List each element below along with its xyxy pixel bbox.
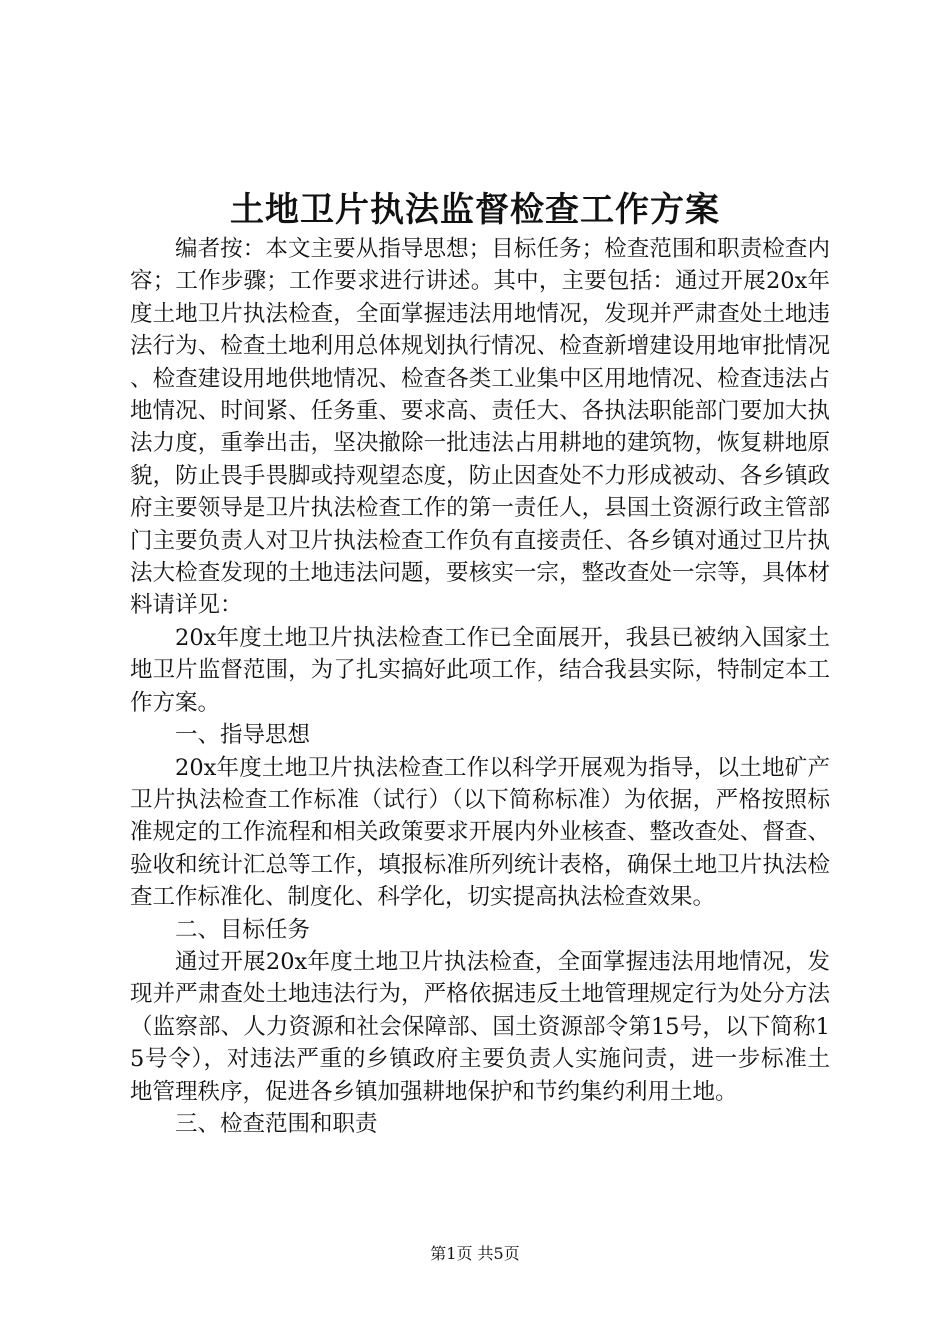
guiding-ideology-paragraph: 20x年度土地卫片执法检查工作以科学开展观为指导，以土地矿产卫片执法检查工作标准（试行）（以下简称标准）为依据，严格按照标准规定的工作流程和相关政策要求开展内外业核查、整改查处、督查、验收和统计汇总等工作，填报标准所列统计表格，确保土地卫片执法检查工作标准化、制度化、科学化，切实提高执法检查效果。 [130,754,830,911]
section-heading-guiding-ideology: 一、指导思想 [175,722,311,749]
document-title: 土地卫片执法监督检查工作方案 [230,190,720,230]
section-heading-objectives: 二、目标任务 [175,916,311,943]
objectives-paragraph: 通过开展20x年度土地卫片执法检查，全面掌握违法用地情况，发现并严肃查处土地违法行为，严格依据违反土地管理规定行为处分方法（监察部、人力资源和社会保障部、国土资源部令第15号，以下简称15号令），对违法严重的乡镇政府主要负责人实施问责，进一步标准土地管理秩序，促进各乡镇加强耕地保护和节约集约利用土地。 [130,948,830,1105]
document-body [130,233,830,1140]
intro-paragraph: 20x年度土地卫片执法检查工作已全面展开，我县已被纳入国家土地卫片监督范围，为了扎实搞好此项工作，结合我县实际，特制定本工作方案。 [130,624,830,716]
section-heading-scope: 三、检查范围和职责 [175,1110,378,1137]
page-number-footer: 第1页 共5页 [430,1244,520,1263]
editor-note-paragraph: 编者按：本文主要从指导思想；目标任务；检查范围和职责检查内容；工作步骤；工作要求进行讲述。其中，主要包括：通过开展20x年度土地卫片执法检查，全面掌握违法用地情况，发现并严肃查处土地违法行为、检查土地利用总体规划执行情况、检查新增建设用地审批情况、检查建设用地供地情况、检查各类工业集中区用地情况、检查违法占地情况、时间紧、任务重、要求高、责任大、各执法职能部门要加大执法力度，重拳出击，坚决撤除一批违法占用耕地的建筑物，恢复耕地原貌，防止畏手畏脚或持观望态度，防止因查处不力形成被动、各乡镇政府主要领导是卫片执法检查工作的第一责任人，县国土资源行政主管部门主要负责人对卫片执法检查工作负有直接责任、各乡镇对通过卫片执法大检查发现的土地违法问题，要核实一宗，整改查处一宗等，具体材料请详见： [130,236,830,619]
